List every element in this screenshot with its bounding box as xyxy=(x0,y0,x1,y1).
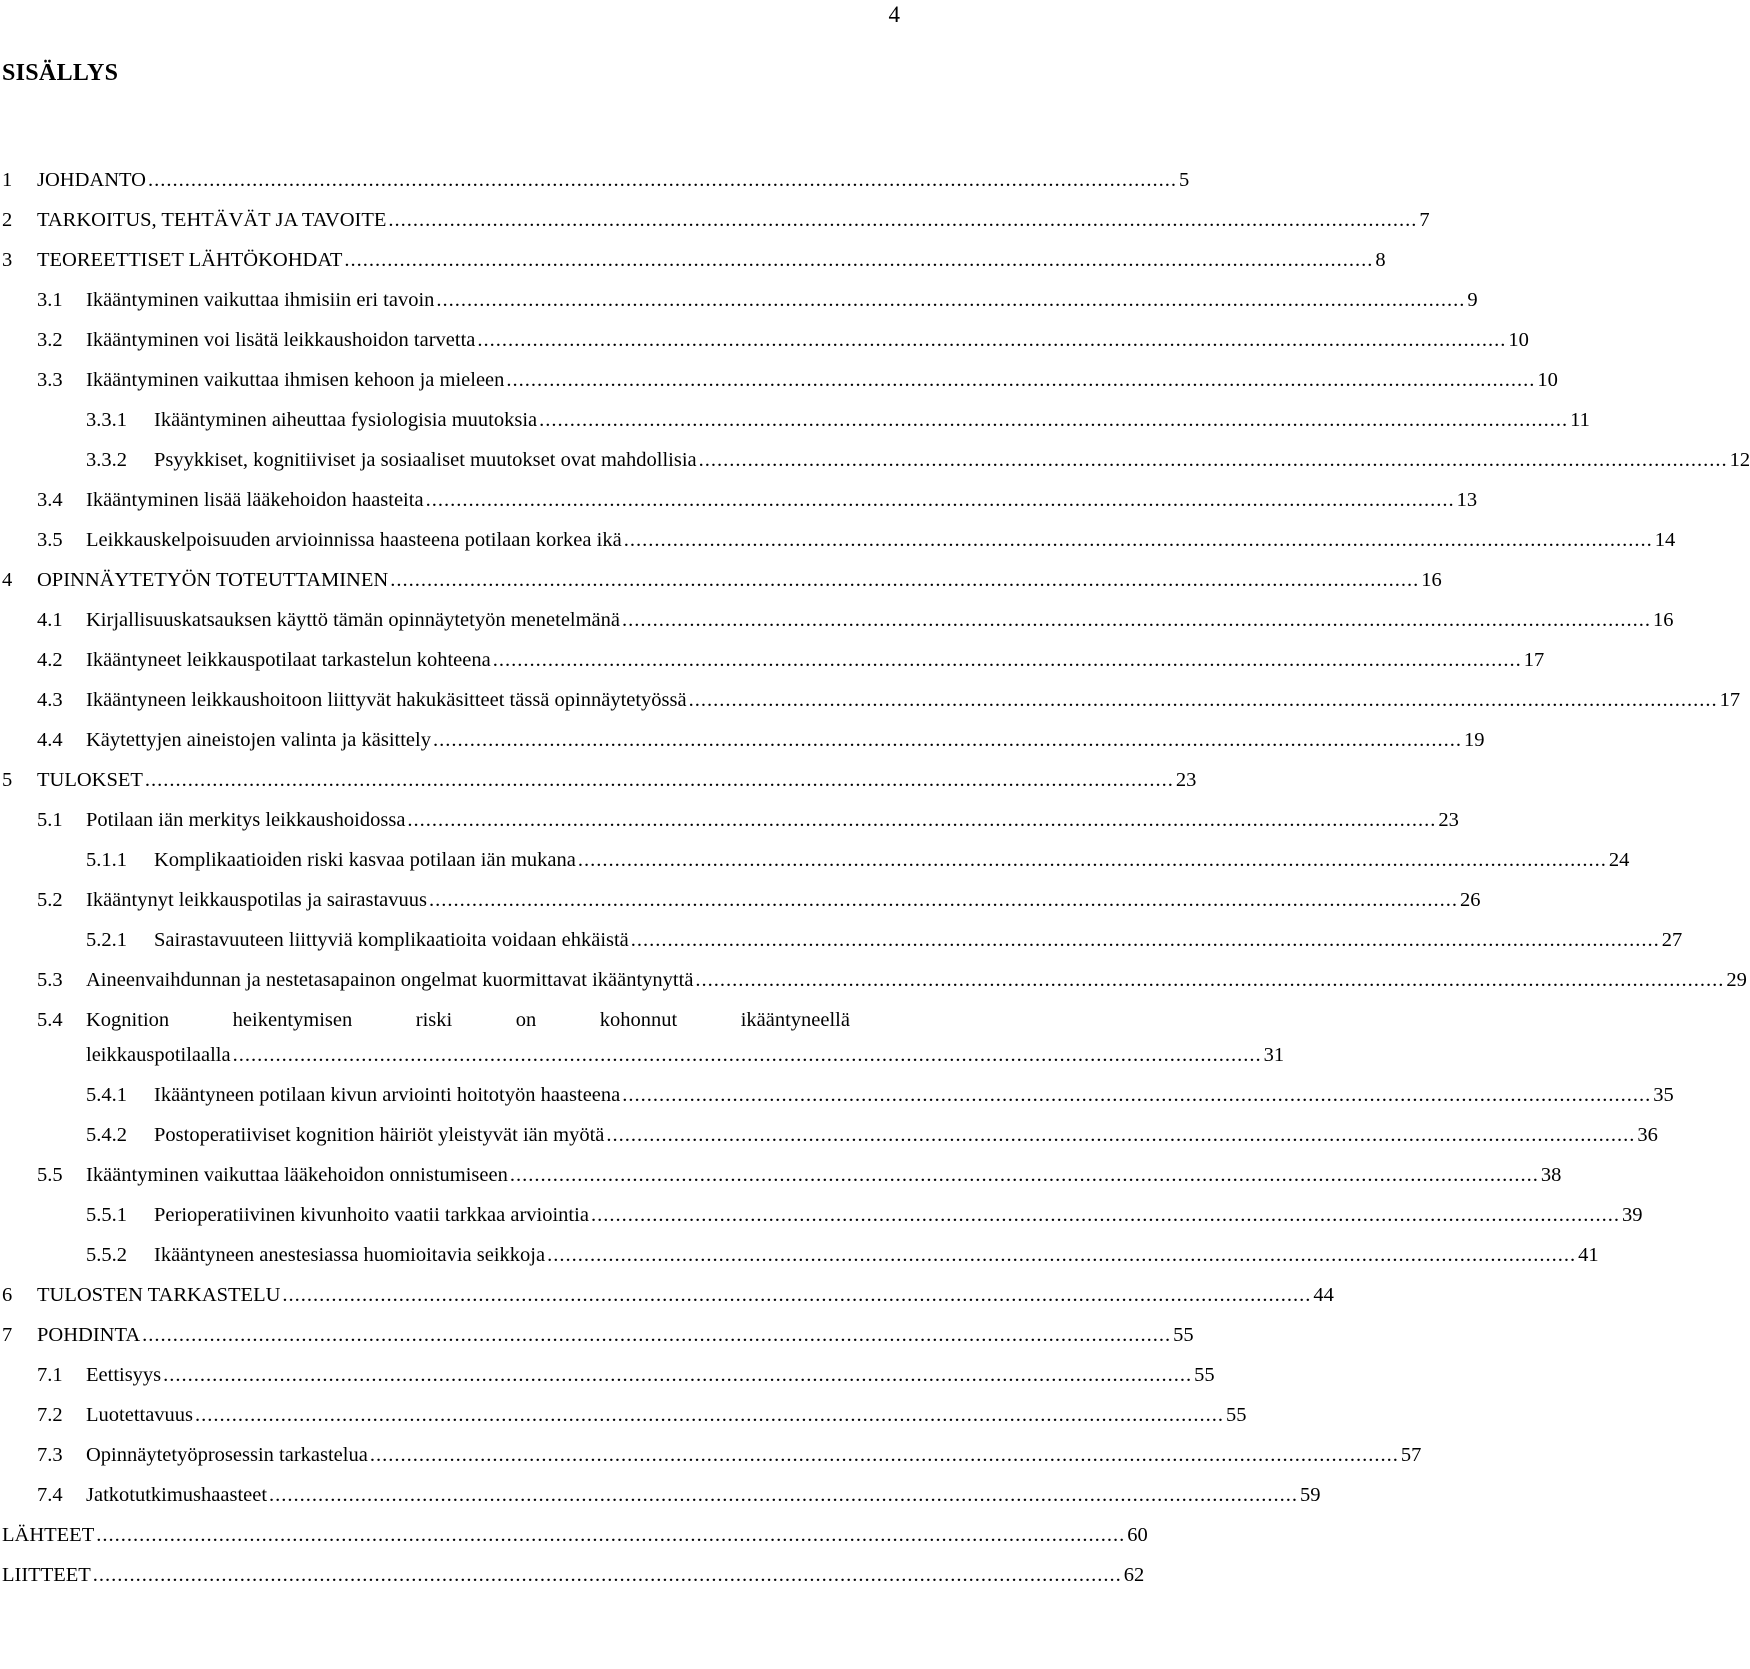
toc-entry[interactable] xyxy=(0,840,1630,880)
toc-entry-number: 4 xyxy=(2,569,13,591)
toc-entry-page: 11 xyxy=(1570,409,1590,431)
toc-entry-page: 12 xyxy=(1729,449,1750,471)
dot-leader: ........................................................................................................................................................................ xyxy=(577,849,1607,871)
dot-leader: ........................................................................................................................................................................ xyxy=(344,249,1374,271)
toc-entry[interactable] xyxy=(0,440,1750,480)
toc-entry-page: 7 xyxy=(1419,209,1430,231)
dot-leader: ........................................................................................................................................................................ xyxy=(547,1244,1577,1266)
toc-entry[interactable] xyxy=(0,1235,1599,1275)
toc-entry-title-line-1 xyxy=(86,1000,850,1040)
dot-leader: ........................................................................................................................................................................ xyxy=(432,729,1462,751)
toc-entry-title: Psyykkiset, kognitiiviset ja sosiaaliset muutokset ovat mahdollisia xyxy=(154,449,697,471)
toc-entry-word: heikentymisen xyxy=(232,1009,353,1031)
dot-leader: ........................................................................................................................................................................ xyxy=(232,1044,1262,1066)
toc-entry[interactable] xyxy=(0,880,1481,920)
dot-leader: ........................................................................................................................................................................ xyxy=(147,169,1177,191)
toc-entry[interactable] xyxy=(0,200,1430,240)
toc-entry[interactable] xyxy=(0,760,1197,800)
toc-entry-number: 3.1 xyxy=(37,289,63,311)
toc-entry-page: 29 xyxy=(1726,969,1747,991)
toc-entry-number: 7.1 xyxy=(37,1364,63,1386)
toc-entry-page: 17 xyxy=(1719,689,1741,711)
toc-entry-title: Postoperatiiviset kognition häiriöt yleistyvät iän myötä xyxy=(154,1124,605,1146)
toc-entry-page: 24 xyxy=(1608,849,1630,871)
dot-leader: ........................................................................................................................................................................ xyxy=(269,1484,1299,1506)
toc-title: SISÄLLYS xyxy=(2,60,119,86)
toc-entry-number: 7.4 xyxy=(37,1484,63,1506)
toc-entry-title: Ikääntyminen vaikuttaa ihmisen kehoon ja mieleen xyxy=(86,369,505,391)
toc-entry-page: 31 xyxy=(1263,1044,1285,1066)
dot-leader: ........................................................................................................................................................................ xyxy=(539,409,1569,431)
toc-entry-page: 16 xyxy=(1653,609,1674,631)
toc-entry-title: Potilaan iän merkitys leikkaushoidossa xyxy=(86,809,406,831)
toc-entry-page: 9 xyxy=(1467,289,1478,311)
dot-leader: ........................................................................................................................................................................ xyxy=(623,529,1653,551)
dot-leader: ........................................................................................................................................................................ xyxy=(425,489,1455,511)
toc-entry-title: TULOSTEN TARKASTELU xyxy=(37,1284,281,1306)
toc-entry-title: Ikääntyneet leikkauspotilaat tarkastelun kohteena xyxy=(86,649,491,671)
toc-entry-page: 5 xyxy=(1178,169,1190,191)
toc-entry-title: Komplikaatioiden riski kasvaa potilaan iän mukana xyxy=(154,849,576,871)
toc-entry-title: Ikääntyminen voi lisätä leikkaushoidon tarvetta xyxy=(86,329,476,351)
dot-leader: ........................................................................................................................................................................ xyxy=(390,569,1420,591)
toc-entry-page: 27 xyxy=(1661,929,1683,951)
page-number: 4 xyxy=(888,2,900,27)
toc-entry-page: 38 xyxy=(1540,1164,1562,1186)
toc-entry[interactable] xyxy=(0,720,1485,760)
toc-entry-title: Aineenvaihdunnan ja nestetasapainon ongelmat kuormittavat ikääntynyttä xyxy=(86,969,694,991)
toc-entry-page: 60 xyxy=(1127,1524,1148,1546)
toc-entry-page: 57 xyxy=(1400,1444,1422,1466)
dot-leader: ........................................................................................................................................................................ xyxy=(506,369,1536,391)
dot-leader: ........................................................................................................................................................................ xyxy=(590,1204,1620,1226)
toc-entry-number: 3.3.1 xyxy=(86,409,127,431)
toc-entry[interactable] xyxy=(0,280,1478,320)
toc-entry[interactable] xyxy=(0,1475,1321,1515)
dot-leader: ........................................................................................................................................................................ xyxy=(92,1564,1122,1586)
toc-entry-number: 1 xyxy=(2,169,13,191)
toc-entry-title: Sairastavuuteen liittyviä komplikaatioita voidaan ehkäistä xyxy=(154,929,629,951)
toc-entry-title: Ikääntyminen vaikuttaa lääkehoidon onnistumiseen xyxy=(86,1164,508,1186)
toc-entry-page: 17 xyxy=(1523,649,1545,671)
toc-entry[interactable] xyxy=(0,1155,1562,1195)
toc-entry-title: LIITTEET xyxy=(2,1564,91,1586)
toc-entry-number: 2 xyxy=(2,209,13,231)
toc-entry-number: 4.3 xyxy=(37,689,63,711)
dot-leader: ........................................................................................................................................................................ xyxy=(509,1164,1539,1186)
toc-entry-title: Ikääntyminen aiheuttaa fysiologisia muutoksia xyxy=(154,409,538,431)
toc-entry-number: 5.5.1 xyxy=(86,1204,127,1226)
toc-entry-number: 3.4 xyxy=(37,489,63,511)
toc-entry-number: 5.5.2 xyxy=(86,1244,127,1266)
toc-entry-title: Ikääntyminen lisää lääkehoidon haasteita xyxy=(86,489,424,511)
toc-entry-word: kohonnut xyxy=(599,1009,678,1031)
toc-entry[interactable] xyxy=(0,400,1590,440)
toc-entry[interactable] xyxy=(0,560,1442,600)
toc-entry[interactable] xyxy=(0,1075,1674,1115)
toc-entry[interactable] xyxy=(0,1515,1148,1555)
toc-entry-number: 5.4.2 xyxy=(86,1124,127,1146)
toc-entry-title: Kirjallisuuskatsauksen käyttö tämän opinnäytetyön menetelmänä xyxy=(86,609,621,631)
toc-entry-title: Ikääntynyt leikkauspotilas ja sairastavuus xyxy=(86,889,428,911)
toc-entry-number: 7.2 xyxy=(37,1404,63,1426)
toc-entry-page: 10 xyxy=(1537,369,1558,391)
toc-entry-number: 3.5 xyxy=(37,529,63,551)
dot-leader: ........................................................................................................................................................................ xyxy=(388,209,1418,231)
toc-entry-title: Jatkotutkimushaasteet xyxy=(86,1484,268,1506)
toc-entry[interactable] xyxy=(0,800,1459,840)
toc-entry-title: Leikkauskelpoisuuden arvioinnissa haasteena potilaan korkea ikä xyxy=(86,529,622,551)
dot-leader: ........................................................................................................................................................................ xyxy=(163,1364,1193,1386)
toc-entry-page: 23 xyxy=(1175,769,1197,791)
dot-leader: ........................................................................................................................................................................ xyxy=(622,1084,1652,1106)
toc-entry-page: 16 xyxy=(1421,569,1442,591)
dot-leader: ........................................................................................................................................................................ xyxy=(477,329,1507,351)
toc-entry-page: 55 xyxy=(1173,1324,1194,1346)
toc-entry-title: Perioperatiivinen kivunhoito vaatii tarkkaa arviointia xyxy=(154,1204,589,1226)
toc-entry-number: 6 xyxy=(2,1284,13,1306)
dot-leader: ........................................................................................................................................................................ xyxy=(622,609,1652,631)
toc-entry-title: Ikääntyneen anestesiassa huomioitavia seikkoja xyxy=(154,1244,546,1266)
toc-entry-number: 3 xyxy=(2,249,13,271)
toc-entry-page: 36 xyxy=(1637,1124,1658,1146)
toc-entry-word: ikääntyneellä xyxy=(740,1009,850,1031)
toc-entry[interactable] xyxy=(0,1275,1334,1315)
toc-entry-page: 10 xyxy=(1508,329,1529,351)
toc-entry[interactable] xyxy=(0,240,1386,280)
dot-leader: ........................................................................................................................................................................ xyxy=(492,649,1522,671)
toc-entry-page: 62 xyxy=(1123,1564,1145,1586)
toc-entry-number: 4.1 xyxy=(37,609,63,631)
toc-entry-title: Eettisyys xyxy=(86,1364,162,1386)
toc-entry[interactable] xyxy=(0,320,1529,360)
toc-entry[interactable] xyxy=(0,680,1741,720)
toc-entry-title: Opinnäytetyöprosessin tarkastelua xyxy=(86,1444,368,1466)
dot-leader: ........................................................................................................................................................................ xyxy=(688,689,1718,711)
toc-entry-page: 23 xyxy=(1438,809,1459,831)
toc-entry-title: OPINNÄYTETYÖN TOTEUTTAMINEN xyxy=(37,569,389,591)
toc-entry[interactable] xyxy=(0,1315,1194,1355)
dot-leader: ........................................................................................................................................................................ xyxy=(436,289,1466,311)
toc-entry-page: 14 xyxy=(1654,529,1676,551)
toc-entry-continuation[interactable] xyxy=(0,1035,1285,1075)
toc-entry-number: 4.4 xyxy=(37,729,63,751)
toc-entry[interactable] xyxy=(0,920,1683,960)
toc-entry-title: Ikääntyneen potilaan kivun arviointi hoitotyön haasteena xyxy=(154,1084,621,1106)
toc-entry-page: 19 xyxy=(1463,729,1485,751)
dot-leader: ........................................................................................................................................................................ xyxy=(144,769,1174,791)
toc-entry-number: 7.3 xyxy=(37,1444,63,1466)
toc-entry-title: POHDINTA xyxy=(37,1324,141,1346)
toc-entry[interactable] xyxy=(0,360,1558,400)
toc-entry[interactable] xyxy=(0,1115,1658,1155)
dot-leader: ........................................................................................................................................................................ xyxy=(282,1284,1312,1306)
toc-entry-title: Luotettavuus xyxy=(86,1404,194,1426)
toc-entry-title: Ikääntyneen leikkaushoitoon liittyvät hakukäsitteet tässä opinnäytetyössä xyxy=(86,689,687,711)
dot-leader: ........................................................................................................................................................................ xyxy=(195,1404,1225,1426)
toc-entry-number: 5.4 xyxy=(37,1009,63,1031)
toc-entry[interactable] xyxy=(0,1395,1247,1435)
dot-leader: ........................................................................................................................................................................ xyxy=(630,929,1660,951)
toc-entry-page: 13 xyxy=(1456,489,1478,511)
toc-entry-title: Ikääntyminen vaikuttaa ihmisiin eri tavoin xyxy=(86,289,435,311)
toc-entry[interactable] xyxy=(0,1000,910,1040)
toc-entry-page: 8 xyxy=(1375,249,1386,271)
toc-entry[interactable] xyxy=(0,1555,1145,1595)
toc-entry-page: 55 xyxy=(1226,1404,1247,1426)
toc-entry[interactable] xyxy=(0,640,1545,680)
toc-entry-title: JOHDANTO xyxy=(37,169,146,191)
toc-entry-title: TEOREETTISET LÄHTÖKOHDAT xyxy=(37,249,343,271)
toc-entry-title: TARKOITUS, TEHTÄVÄT JA TAVOITE xyxy=(37,209,387,231)
toc-entry-number: 3.3.2 xyxy=(86,449,127,471)
toc-entry-number: 3.3 xyxy=(37,369,63,391)
toc-entry-title: TULOKSET xyxy=(37,769,143,791)
toc-entry-page: 26 xyxy=(1460,889,1481,911)
toc-entry-page: 55 xyxy=(1194,1364,1215,1386)
toc-entry-number: 5.4.1 xyxy=(86,1084,127,1106)
toc-entry-word: riski xyxy=(415,1009,453,1031)
dot-leader: ........................................................................................................................................................................ xyxy=(96,1524,1126,1546)
toc-entry[interactable] xyxy=(0,1435,1422,1475)
toc-entry[interactable] xyxy=(0,960,1747,1000)
toc-entry-title-line-2: leikkauspotilaalla xyxy=(86,1044,231,1066)
toc-entry-number: 5.3 xyxy=(37,969,63,991)
toc-entry-number: 4.2 xyxy=(37,649,63,671)
toc-entry-number: 5.2.1 xyxy=(86,929,127,951)
dot-leader: ........................................................................................................................................................................ xyxy=(142,1324,1172,1346)
dot-leader: ........................................................................................................................................................................ xyxy=(429,889,1459,911)
dot-leader: ........................................................................................................................................................................ xyxy=(606,1124,1636,1146)
toc-entry[interactable] xyxy=(0,520,1676,560)
toc-entry-page: 39 xyxy=(1621,1204,1643,1226)
toc-entry-number: 5.1.1 xyxy=(86,849,127,871)
toc-entry-title: Käytettyjen aineistojen valinta ja käsittely xyxy=(86,729,431,751)
toc-entry-page: 59 xyxy=(1300,1484,1321,1506)
toc-entry-page: 35 xyxy=(1653,1084,1674,1106)
toc-entry-number: 5.5 xyxy=(37,1164,63,1186)
toc-entry-number: 5.1 xyxy=(37,809,63,831)
dot-leader: ........................................................................................................................................................................ xyxy=(407,809,1437,831)
toc-entry[interactable] xyxy=(0,160,1190,200)
toc-entry-page: 44 xyxy=(1313,1284,1334,1306)
toc-entry-word: on xyxy=(515,1009,537,1031)
toc-entry[interactable] xyxy=(0,1355,1215,1395)
dot-leader: ........................................................................................................................................................................ xyxy=(698,449,1728,471)
toc-entry-word: Kognition xyxy=(86,1009,170,1031)
toc-entry-number: 7 xyxy=(2,1324,13,1346)
toc-entry-number: 3.2 xyxy=(37,329,63,351)
toc-entry[interactable] xyxy=(0,1195,1643,1235)
toc-entry-number: 5.2 xyxy=(37,889,63,911)
dot-leader: ........................................................................................................................................................................ xyxy=(695,969,1725,991)
toc-entry-page: 41 xyxy=(1578,1244,1599,1266)
toc-entry[interactable] xyxy=(0,600,1674,640)
dot-leader: ........................................................................................................................................................................ xyxy=(369,1444,1399,1466)
toc-entry[interactable] xyxy=(0,480,1478,520)
toc-entry-title: LÄHTEET xyxy=(2,1524,95,1546)
toc-entry-number: 5 xyxy=(2,769,13,791)
